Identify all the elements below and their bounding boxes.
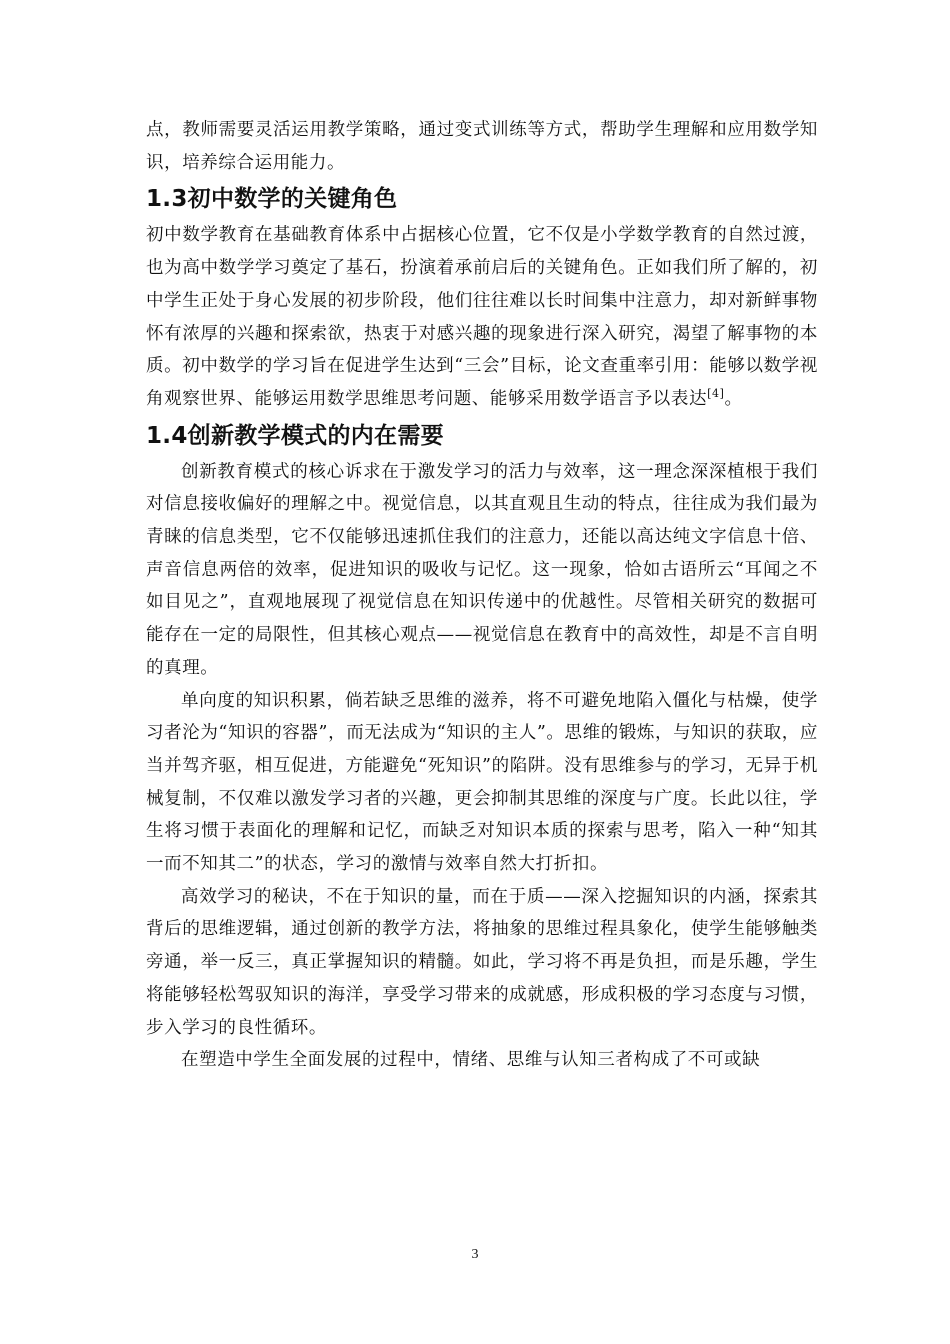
section-heading-1-4: 1.4创新教学模式的内在需要 bbox=[146, 422, 444, 449]
page-content bbox=[146, 114, 818, 1077]
paragraph-key-role bbox=[146, 219, 818, 415]
paragraph-continued: 点，教师需要灵活运用教学策略，通过变式训练等方式，帮助学生理解和应用数学知识，培养综合运用能力。 bbox=[146, 120, 818, 173]
paragraph-efficient-learning: 高效学习的秘诀，不在于知识的量，而在于质——深入挖掘知识的内涵，探索其背后的思维逻辑，通过创新的教学方法，将抽象的思维过程具象化，使学生能够触类旁通，举一反三，真正掌握知识的精髓。如此，学习将不再是负担，而是乐趣，学生将能够轻松驾驭知识的海洋，享受学习带来的成就感，形成积极的学习态度与习惯，步入学习的良性循环。 bbox=[146, 886, 818, 1038]
section-heading-1-3: 1.3初中数学的关键角色 bbox=[146, 186, 398, 213]
paragraph-visual-info: 创新教育模式的核心诉求在于激发学习的活力与效率，这一理念深深植根于我们对信息接收偏好的理解之中。视觉信息，以其直观且生动的特点，往往成为我们最为青睐的信息类型，它不仅能够迅速抓住我们的注意力，还能以高达纯文字信息十倍、声音信息两倍的效率，促进知识的吸收与记忆。这一现象，恰如古语所云“耳闻之不如目见之”，直观地展现了视觉信息在知识传递中的优越性。尽管相关研究的数据可能存在一定的局限性，但其核心观点——视觉信息在教育中的高效性，却是不言自明的真理。 bbox=[146, 461, 818, 678]
page-number: 3 bbox=[471, 1247, 479, 1262]
paragraph-text: 初中数学教育在基础教育体系中占据核心位置，它不仅是小学数学教育的自然过渡，也为高中数学学习奠定了基石，扮演着承前启后的关键角色。正如我们所了解的，初中学生正处于身心发展的初步阶段，他们往往难以长时间集中注意力，却对新鲜事物怀有浓厚的兴趣和探索欲，热衷于对感兴趣的现象进行深入研究，渴望了解事物的本质。初中数学的学习旨在促进学生达到“三会”目标，论文查重率引用：能够以数学视角观察世界、能够运用数学思维思考问题、能够采用数学语言予以表达 bbox=[146, 225, 818, 409]
citation-reference: [4] bbox=[707, 386, 725, 400]
paragraph-end-punctuation: 。 bbox=[724, 388, 743, 409]
paragraph-emotion-cognition: 在塑造中学生全面发展的过程中，情绪、思维与认知三者构成了不可或缺 bbox=[181, 1050, 761, 1071]
paragraph-thinking: 单向度的知识积累，倘若缺乏思维的滋养，将不可避免地陷入僵化与枯燥，使学习者沦为“知识的容器”，而无法成为“知识的主人”。思维的锻炼，与知识的获取，应当并驾齐驱，相互促进，方能避免“死知识”的陷阱。没有思维参与的学习，无异于机械复制，不仅难以激发学习者的兴趣，更会抑制其思维的深度与广度。长此以往，学生将习惯于表面化的理解和记忆，而缺乏对知识本质的探索与思考，陷入一种“知其一而不知其二”的状态，学习的激情与效率自然大打折扣。 bbox=[146, 690, 818, 875]
